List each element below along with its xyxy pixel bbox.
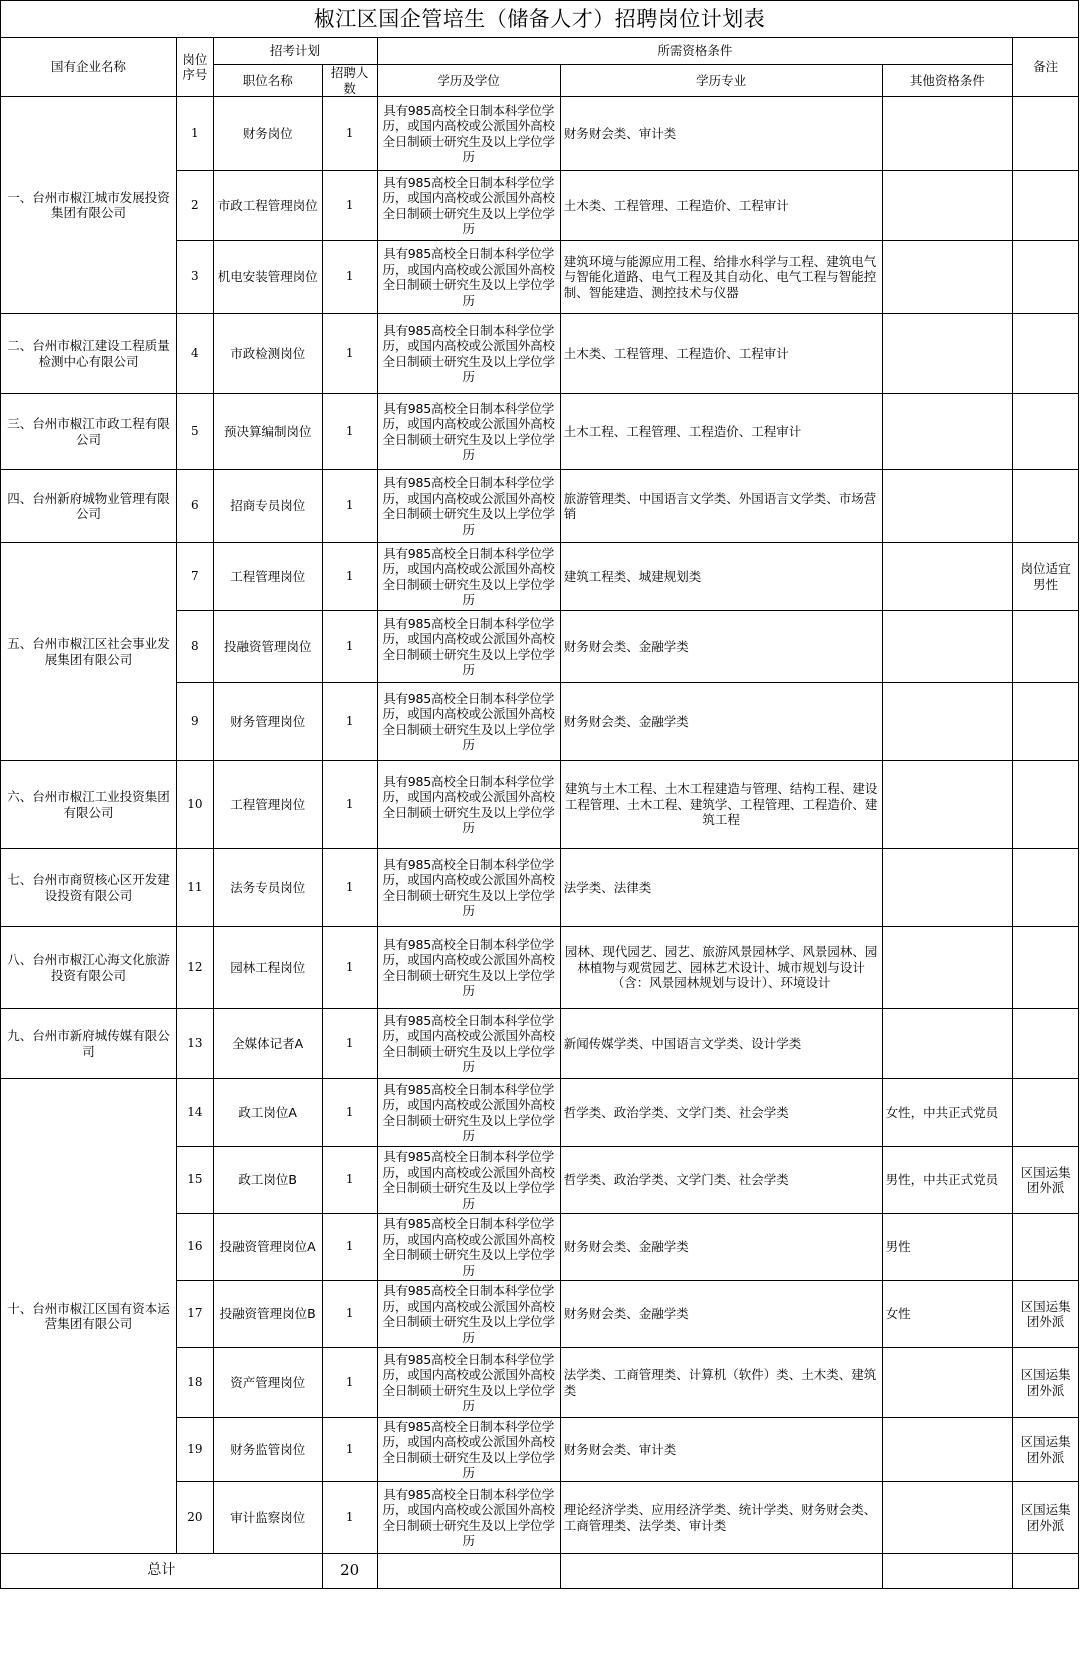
position-name: 市政检测岗位 [213, 314, 322, 394]
hire-count: 1 [322, 611, 377, 683]
major-requirement: 法学类、工商管理类、计算机（软件）类、土木类、建筑类 [560, 1348, 882, 1418]
other-requirement [882, 1009, 1013, 1079]
position-name: 工程管理岗位 [213, 543, 322, 611]
other-requirement [882, 761, 1013, 849]
hire-count: 1 [322, 470, 377, 543]
position-name: 预决算编制岗位 [213, 394, 322, 470]
remark: 区国运集团外派 [1013, 1418, 1079, 1482]
major-requirement: 建筑与土木工程、土木工程建造与管理、结构工程、建设工程管理、土木工程、建筑学、工程管理、工程造价、建筑工程 [560, 761, 882, 849]
other-requirement [882, 927, 1013, 1009]
position-seq: 20 [177, 1482, 213, 1554]
position-seq: 9 [177, 683, 213, 761]
other-requirement: 男性 [882, 1214, 1013, 1281]
header-position: 职位名称 [213, 65, 322, 97]
hire-count: 1 [322, 927, 377, 1009]
degree-requirement: 具有985高校全日制本科学位学历，或国内高校或公派国外高校全日制硕士研究生及以上学位学历 [377, 543, 560, 611]
position-name: 投融资管理岗位B [213, 1281, 322, 1348]
table-row [1, 314, 1079, 394]
other-requirement [882, 611, 1013, 683]
degree-requirement: 具有985高校全日制本科学位学历，或国内高校或公派国外高校全日制硕士研究生及以上学位学历 [377, 1147, 560, 1214]
table-row [1, 849, 1079, 927]
major-requirement: 旅游管理类、中国语言文学类、外国语言文学类、市场营销 [560, 470, 882, 543]
position-seq: 17 [177, 1281, 213, 1348]
company-name: 五、台州市椒江区社会事业发展集团有限公司 [1, 543, 177, 761]
remark [1013, 241, 1079, 314]
degree-requirement: 具有985高校全日制本科学位学历，或国内高校或公派国外高校全日制硕士研究生及以上学位学历 [377, 97, 560, 171]
table-row [1, 1079, 1079, 1147]
company-name: 九、台州市新府城传媒有限公司 [1, 1009, 177, 1079]
hire-count: 1 [322, 241, 377, 314]
position-name: 政工岗位B [213, 1147, 322, 1214]
page-title: 椒江区国企管培生（储备人才）招聘岗位计划表 [1, 1, 1079, 38]
header-company: 国有企业名称 [1, 38, 177, 97]
other-requirement: 男性，中共正式党员 [882, 1147, 1013, 1214]
other-requirement: 女性 [882, 1281, 1013, 1348]
degree-requirement: 具有985高校全日制本科学位学历，或国内高校或公派国外高校全日制硕士研究生及以上学位学历 [377, 394, 560, 470]
total-count: 20 [322, 1554, 377, 1589]
remark [1013, 1079, 1079, 1147]
remark [1013, 97, 1079, 171]
hire-count: 1 [322, 1079, 377, 1147]
degree-requirement: 具有985高校全日制本科学位学历，或国内高校或公派国外高校全日制硕士研究生及以上学位学历 [377, 1009, 560, 1079]
other-requirement [882, 97, 1013, 171]
degree-requirement: 具有985高校全日制本科学位学历，或国内高校或公派国外高校全日制硕士研究生及以上学位学历 [377, 761, 560, 849]
hire-count: 1 [322, 1482, 377, 1554]
position-seq: 19 [177, 1418, 213, 1482]
major-requirement: 园林、现代园艺、园艺、旅游风景园林学、风景园林、园林植物与观赏园艺、园林艺术设计、城市规划与设计（含：风景园林规划与设计）、环境设计 [560, 927, 882, 1009]
total-degree-empty [377, 1554, 560, 1589]
degree-requirement: 具有985高校全日制本科学位学历，或国内高校或公派国外高校全日制硕士研究生及以上学位学历 [377, 1281, 560, 1348]
hire-count: 1 [322, 1214, 377, 1281]
hire-count: 1 [322, 1009, 377, 1079]
hire-count: 1 [322, 683, 377, 761]
degree-requirement: 具有985高校全日制本科学位学历，或国内高校或公派国外高校全日制硕士研究生及以上学位学历 [377, 683, 560, 761]
total-major-empty [560, 1554, 882, 1589]
company-name: 四、台州新府城物业管理有限公司 [1, 470, 177, 543]
position-seq: 6 [177, 470, 213, 543]
hire-count: 1 [322, 314, 377, 394]
position-name: 投融资管理岗位 [213, 611, 322, 683]
major-requirement: 土木类、工程管理、工程造价、工程审计 [560, 314, 882, 394]
position-seq: 4 [177, 314, 213, 394]
major-requirement: 财务财会类、金融学类 [560, 683, 882, 761]
hire-count: 1 [322, 1348, 377, 1418]
position-seq: 13 [177, 1009, 213, 1079]
header-other: 其他资格条件 [882, 65, 1013, 97]
position-seq: 16 [177, 1214, 213, 1281]
major-requirement: 财务财会类、审计类 [560, 97, 882, 171]
position-name: 政工岗位A [213, 1079, 322, 1147]
remark: 区国运集团外派 [1013, 1281, 1079, 1348]
position-seq: 1 [177, 97, 213, 171]
position-seq: 7 [177, 543, 213, 611]
header-major: 学历专业 [560, 65, 882, 97]
degree-requirement: 具有985高校全日制本科学位学历，或国内高校或公派国外高校全日制硕士研究生及以上学位学历 [377, 1214, 560, 1281]
table-row [1, 97, 1079, 171]
remark: 区国运集团外派 [1013, 1147, 1079, 1214]
other-requirement [882, 394, 1013, 470]
hire-count: 1 [322, 761, 377, 849]
position-seq: 5 [177, 394, 213, 470]
major-requirement: 财务财会类、金融学类 [560, 1214, 882, 1281]
degree-requirement: 具有985高校全日制本科学位学历，或国内高校或公派国外高校全日制硕士研究生及以上学位学历 [377, 1482, 560, 1554]
position-seq: 15 [177, 1147, 213, 1214]
position-name: 审计监察岗位 [213, 1482, 322, 1554]
remark: 区国运集团外派 [1013, 1348, 1079, 1418]
position-seq: 14 [177, 1079, 213, 1147]
total-remark-empty [1013, 1554, 1079, 1589]
remark: 区国运集团外派 [1013, 1482, 1079, 1554]
remark [1013, 314, 1079, 394]
company-name: 七、台州市商贸核心区开发建设投资有限公司 [1, 849, 177, 927]
position-seq: 10 [177, 761, 213, 849]
major-requirement: 理论经济学类、应用经济学类、统计学类、财务财会类、工商管理类、法学类、审计类 [560, 1482, 882, 1554]
remark [1013, 683, 1079, 761]
major-requirement: 财务财会类、金融学类 [560, 611, 882, 683]
hire-count: 1 [322, 849, 377, 927]
position-name: 财务管理岗位 [213, 683, 322, 761]
position-name: 市政工程管理岗位 [213, 171, 322, 241]
company-name: 二、台州市椒江建设工程质量检测中心有限公司 [1, 314, 177, 394]
degree-requirement: 具有985高校全日制本科学位学历，或国内高校或公派国外高校全日制硕士研究生及以上学位学历 [377, 927, 560, 1009]
position-name: 投融资管理岗位A [213, 1214, 322, 1281]
header-degree: 学历及学位 [377, 65, 560, 97]
position-seq: 2 [177, 171, 213, 241]
other-requirement [882, 543, 1013, 611]
position-name: 法务专员岗位 [213, 849, 322, 927]
position-seq: 3 [177, 241, 213, 314]
table-row [1, 543, 1079, 611]
table-row [1, 470, 1079, 543]
major-requirement: 财务财会类、审计类 [560, 1418, 882, 1482]
other-requirement [882, 241, 1013, 314]
other-requirement [882, 1418, 1013, 1482]
hire-count: 1 [322, 543, 377, 611]
major-requirement: 哲学类、政治学类、文学门类、社会学类 [560, 1079, 882, 1147]
header-remark: 备注 [1013, 38, 1079, 97]
major-requirement: 土木类、工程管理、工程造价、工程审计 [560, 171, 882, 241]
header-seq: 岗位序号 [177, 38, 213, 97]
position-name: 工程管理岗位 [213, 761, 322, 849]
hire-count: 1 [322, 1281, 377, 1348]
position-name: 招商专员岗位 [213, 470, 322, 543]
position-name: 财务监管岗位 [213, 1418, 322, 1482]
major-requirement: 财务财会类、金融学类 [560, 1281, 882, 1348]
major-requirement: 法学类、法律类 [560, 849, 882, 927]
remark [1013, 171, 1079, 241]
degree-requirement: 具有985高校全日制本科学位学历，或国内高校或公派国外高校全日制硕士研究生及以上学位学历 [377, 314, 560, 394]
table-row [1, 761, 1079, 849]
degree-requirement: 具有985高校全日制本科学位学历，或国内高校或公派国外高校全日制硕士研究生及以上学位学历 [377, 611, 560, 683]
hire-count: 1 [322, 1147, 377, 1214]
header-plan: 招考计划 [213, 38, 377, 65]
degree-requirement: 具有985高校全日制本科学位学历，或国内高校或公派国外高校全日制硕士研究生及以上学位学历 [377, 849, 560, 927]
position-name: 机电安装管理岗位 [213, 241, 322, 314]
other-requirement [882, 1482, 1013, 1554]
other-requirement [882, 849, 1013, 927]
table-row [1, 1009, 1079, 1079]
remark: 岗位适宜男性 [1013, 543, 1079, 611]
position-seq: 12 [177, 927, 213, 1009]
position-seq: 18 [177, 1348, 213, 1418]
company-name: 十、台州市椒江区国有资本运营集团有限公司 [1, 1079, 177, 1554]
remark [1013, 394, 1079, 470]
remark [1013, 849, 1079, 927]
position-seq: 8 [177, 611, 213, 683]
degree-requirement: 具有985高校全日制本科学位学历，或国内高校或公派国外高校全日制硕士研究生及以上学位学历 [377, 171, 560, 241]
header-count: 招聘人数 [322, 65, 377, 97]
degree-requirement: 具有985高校全日制本科学位学历，或国内高校或公派国外高校全日制硕士研究生及以上学位学历 [377, 1348, 560, 1418]
remark [1013, 927, 1079, 1009]
remark [1013, 470, 1079, 543]
remark [1013, 611, 1079, 683]
other-requirement [882, 1348, 1013, 1418]
degree-requirement: 具有985高校全日制本科学位学历，或国内高校或公派国外高校全日制硕士研究生及以上学位学历 [377, 1418, 560, 1482]
remark [1013, 761, 1079, 849]
table-row [1, 394, 1079, 470]
company-name: 一、台州市椒江城市发展投资集团有限公司 [1, 97, 177, 314]
other-requirement [882, 470, 1013, 543]
position-name: 财务岗位 [213, 97, 322, 171]
company-name: 六、台州市椒江工业投资集团有限公司 [1, 761, 177, 849]
degree-requirement: 具有985高校全日制本科学位学历，或国内高校或公派国外高校全日制硕士研究生及以上学位学历 [377, 470, 560, 543]
hire-count: 1 [322, 97, 377, 171]
major-requirement: 新闻传媒学类、中国语言文学类、设计学类 [560, 1009, 882, 1079]
company-name: 八、台州市椒江心海文化旅游投资有限公司 [1, 927, 177, 1009]
other-requirement: 女性，中共正式党员 [882, 1079, 1013, 1147]
hire-count: 1 [322, 171, 377, 241]
major-requirement: 建筑工程类、城建规划类 [560, 543, 882, 611]
table-row [1, 927, 1079, 1009]
remark [1013, 1009, 1079, 1079]
degree-requirement: 具有985高校全日制本科学位学历，或国内高校或公派国外高校全日制硕士研究生及以上学位学历 [377, 241, 560, 314]
total-row [1, 1554, 1079, 1589]
major-requirement: 哲学类、政治学类、文学门类、社会学类 [560, 1147, 882, 1214]
position-name: 资产管理岗位 [213, 1348, 322, 1418]
company-name: 三、台州市椒江市政工程有限公司 [1, 394, 177, 470]
position-name: 全媒体记者A [213, 1009, 322, 1079]
remark [1013, 1214, 1079, 1281]
total-other-empty [882, 1554, 1013, 1589]
other-requirement [882, 683, 1013, 761]
position-name: 园林工程岗位 [213, 927, 322, 1009]
total-label: 总计 [1, 1554, 323, 1589]
other-requirement [882, 314, 1013, 394]
degree-requirement: 具有985高校全日制本科学位学历，或国内高校或公派国外高校全日制硕士研究生及以上学位学历 [377, 1079, 560, 1147]
header-requirements: 所需资格条件 [377, 38, 1013, 65]
hire-count: 1 [322, 394, 377, 470]
other-requirement [882, 171, 1013, 241]
major-requirement: 土木工程、工程管理、工程造价、工程审计 [560, 394, 882, 470]
hire-count: 1 [322, 1418, 377, 1482]
position-seq: 11 [177, 849, 213, 927]
major-requirement: 建筑环境与能源应用工程、给排水科学与工程、建筑电气与智能化道路、电气工程及其自动化、电气工程与智能控制、智能建造、测控技术与仪器 [560, 241, 882, 314]
